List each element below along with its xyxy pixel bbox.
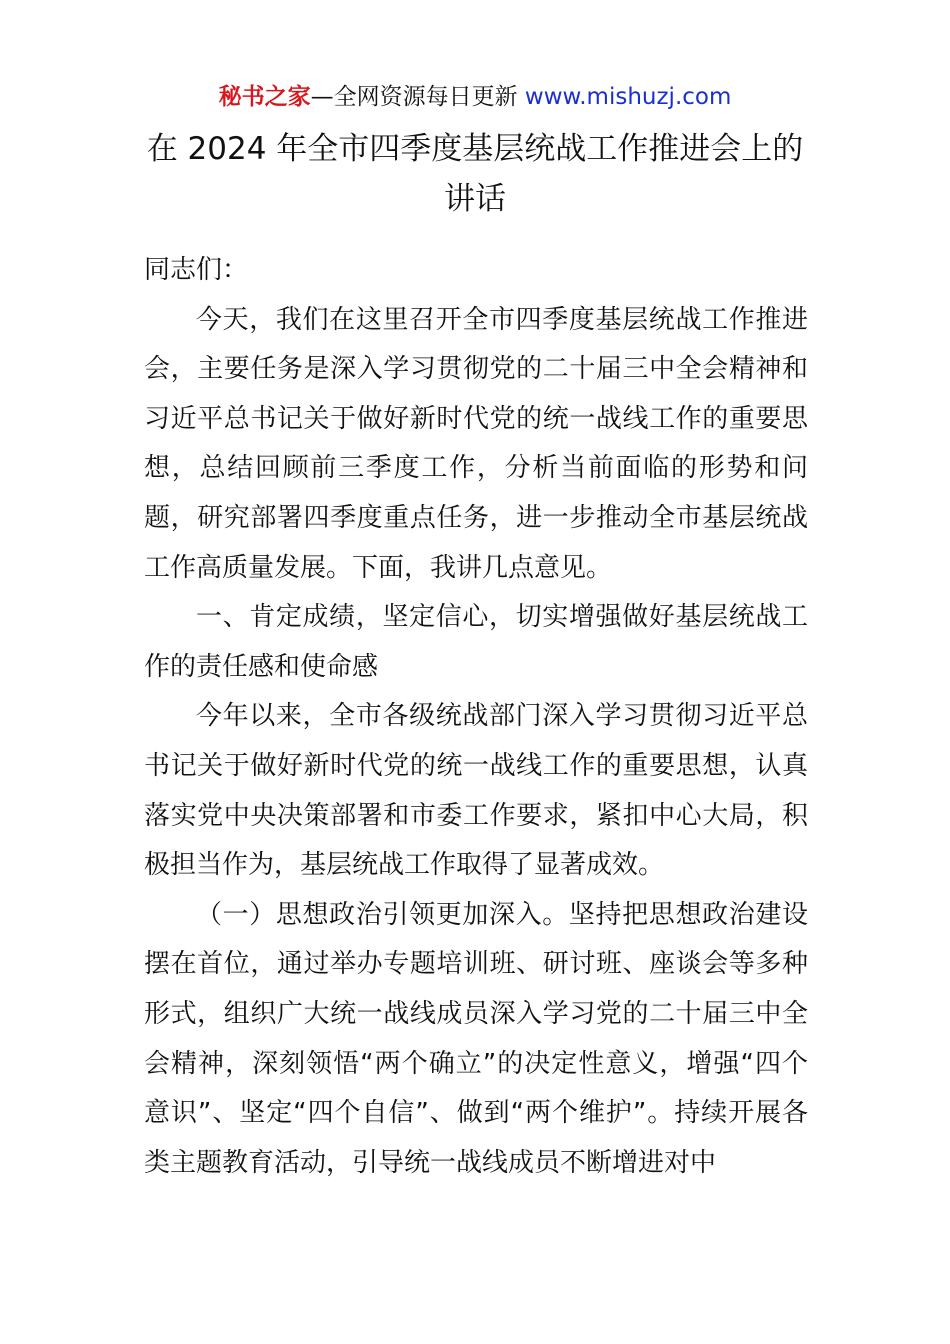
- paragraph-achievements: 今年以来，全市各级统战部门深入学习贯彻习近平总书记关于做好新时代党的统一战线工作的重要思想，认真落实党中央决策部署和市委工作要求，紧扣中心大局，积极担当作为，基层统战工作取得了显著成效。: [144, 701, 808, 881]
- site-brand: 秘书之家: [218, 84, 311, 110]
- site-slogan: —全网资源每日更新: [310, 84, 525, 110]
- greeting: 同志们：: [144, 255, 249, 285]
- site-url-link[interactable]: www.mishuzj.com: [524, 84, 732, 110]
- document-body: [144, 246, 808, 1188]
- section-heading-1: 一、肯定成绩，坚定信心，切实增强做好基层统战工作的责任感和使命感: [144, 602, 808, 682]
- paragraph-intro: 今天，我们在这里召开全市四季度基层统战工作推进会，主要任务是深入学习贯彻党的二十届三中全会精神和习近平总书记关于做好新时代党的统一战线工作的重要思想，总结回顾前三季度工作，分析当前面临的形势和问题，研究部署四季度重点任务，进一步推动全市基层统战工作高质量发展。下面，我讲几点意见。: [144, 304, 808, 583]
- document-title: 在 2024 年全市四季度基层统战工作推进会上的讲话: [146, 131, 804, 217]
- paragraph-subsection-1: （一）思想政治引领更加深入。坚持把思想政治建设摆在首位，通过举办专题培训班、研讨班、座谈会等多种形式，组织广大统一战线成员深入学习党的二十届三中全会精神，深刻领悟“两个确立”的决定性意义，增强“四个意识”、坚定“四个自信”、做到“两个维护”。持续开展各类主题教育活动，引导统一战线成员不断增进对中: [144, 899, 808, 1178]
- site-header: [0, 80, 950, 114]
